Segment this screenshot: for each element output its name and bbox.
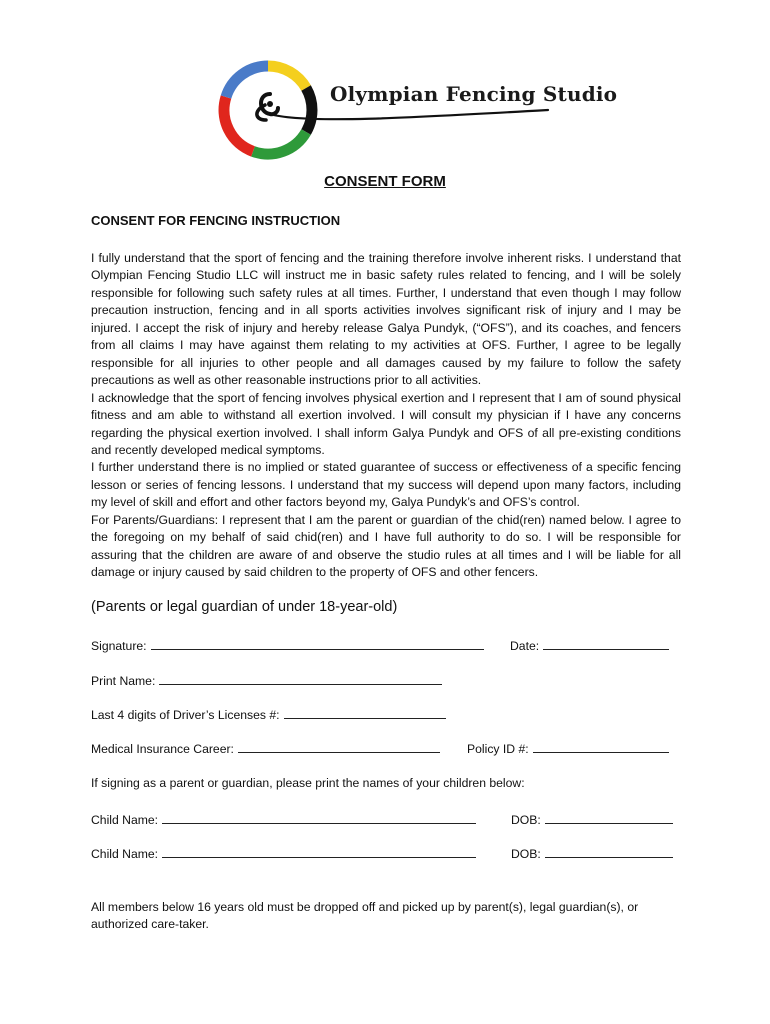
logo-ring-yellow — [268, 66, 306, 88]
print-name-line[interactable] — [159, 673, 442, 685]
print-name-label: Print Name: — [91, 674, 156, 688]
insurance-label: Medical Insurance Career: — [91, 742, 234, 756]
guardian-note: (Parents or legal guardian of under 18-year-old) — [91, 599, 398, 615]
fencing-ring-icon — [218, 54, 558, 166]
print-name-field[interactable] — [91, 673, 442, 688]
studio-logo — [218, 54, 618, 166]
children-instruction: If signing as a parent or guardian, please print the names of your children below: — [91, 776, 525, 790]
form-subtitle: CONSENT FOR FENCING INSTRUCTION — [91, 213, 341, 228]
dob-line[interactable] — [545, 846, 673, 858]
insurance-field[interactable] — [91, 741, 440, 756]
logo-ring-black — [306, 88, 312, 132]
dob-line[interactable] — [545, 812, 673, 824]
policy-id-field[interactable] — [467, 741, 669, 756]
signature-line[interactable] — [151, 638, 484, 650]
consent-paragraph-guardian: For Parents/Guardians: I represent that I am the parent or guardian of the chid(ren) named below. I agree to the foregoing on my behalf of said chid(ren) and I have full authority to do so. I will be responsible for assuring that the children are aware of and observe the studio rules at all times and I will be liable for all damage or injury caused by said children to the property of OFS and other fencers. — [91, 512, 681, 580]
consent-paragraph-fitness: I acknowledge that the sport of fencing involves physical exertion and I represent that I am of sound physical fitness and am able to withstand all exertion involved. I will consult my physician if I have any concerns regarding the physical exertion involved. I shall inform Galya Pundyk and OFS of all pre-existing conditions and recently developed medical symptoms. — [91, 390, 681, 457]
logo-ring-green — [253, 132, 306, 154]
consent-paragraph-risk: I fully understand that the sport of fencing and the training therefore involve inherent risks. I understand that Olympian Fencing Studio LLC will instruct me in basic safety rules related to fencing, and I will be solely responsible for following such safety rules at all times. Further, I understand that even though I may follow precaution instruction, fencing and in all sports activities involves significant risk of injury and I may be injured. I accept the risk of injury and hereby release Galya Pundyk, (“OFS”), and its coaches, and fencers from all claims I may have against them relating to my activities at OFS. Further, I agree to be legally responsible for all injuries to other people and all damages caused by my failure to follow the safety precautions as well as other reasonable instructions prior to all activities. — [91, 251, 681, 388]
consent-paragraph-guarantee: I further understand there is no implied or stated guarantee of success or effectiveness of a specific fencing lesson or series of fencing lessons. I understand that my success will depend upon many factors, including my level of skill and effort and other factors beyond my, Galya Pundyk’s and OFS’s control. — [91, 460, 681, 510]
insurance-line[interactable] — [238, 741, 440, 753]
child-name-label: Child Name: — [91, 847, 159, 861]
logo-ring-blue — [226, 66, 268, 97]
child-name-field-2[interactable] — [91, 846, 476, 861]
child-name-line[interactable] — [162, 812, 476, 824]
date-field[interactable] — [510, 638, 669, 653]
policy-id-label: Policy ID #: — [467, 742, 529, 756]
signature-field[interactable] — [91, 638, 484, 653]
signature-label: Signature: — [91, 639, 147, 653]
date-label: Date: — [510, 639, 540, 653]
logo-ring-red — [224, 97, 253, 151]
consent-text — [91, 250, 681, 582]
license-field[interactable] — [91, 707, 446, 722]
child-name-line[interactable] — [162, 846, 476, 858]
form-title: CONSENT FORM — [324, 173, 446, 190]
license-line[interactable] — [284, 707, 446, 719]
dropoff-policy-note: All members below 16 years old must be dropped off and picked up by parent(s), legal guardian(s), or authorized care-taker. — [91, 900, 639, 931]
date-line[interactable] — [543, 638, 669, 650]
dob-label: DOB: — [511, 847, 541, 861]
dob-label: DOB: — [511, 813, 541, 827]
child-name-label: Child Name: — [91, 813, 159, 827]
child-dob-field-1[interactable] — [511, 812, 673, 827]
studio-name: Olympian Fencing Studio — [330, 82, 618, 106]
child-name-field-1[interactable] — [91, 812, 476, 827]
license-label: Last 4 digits of Driver’s Licenses #: — [91, 708, 280, 722]
child-dob-field-2[interactable] — [511, 846, 673, 861]
policy-id-line[interactable] — [533, 741, 669, 753]
